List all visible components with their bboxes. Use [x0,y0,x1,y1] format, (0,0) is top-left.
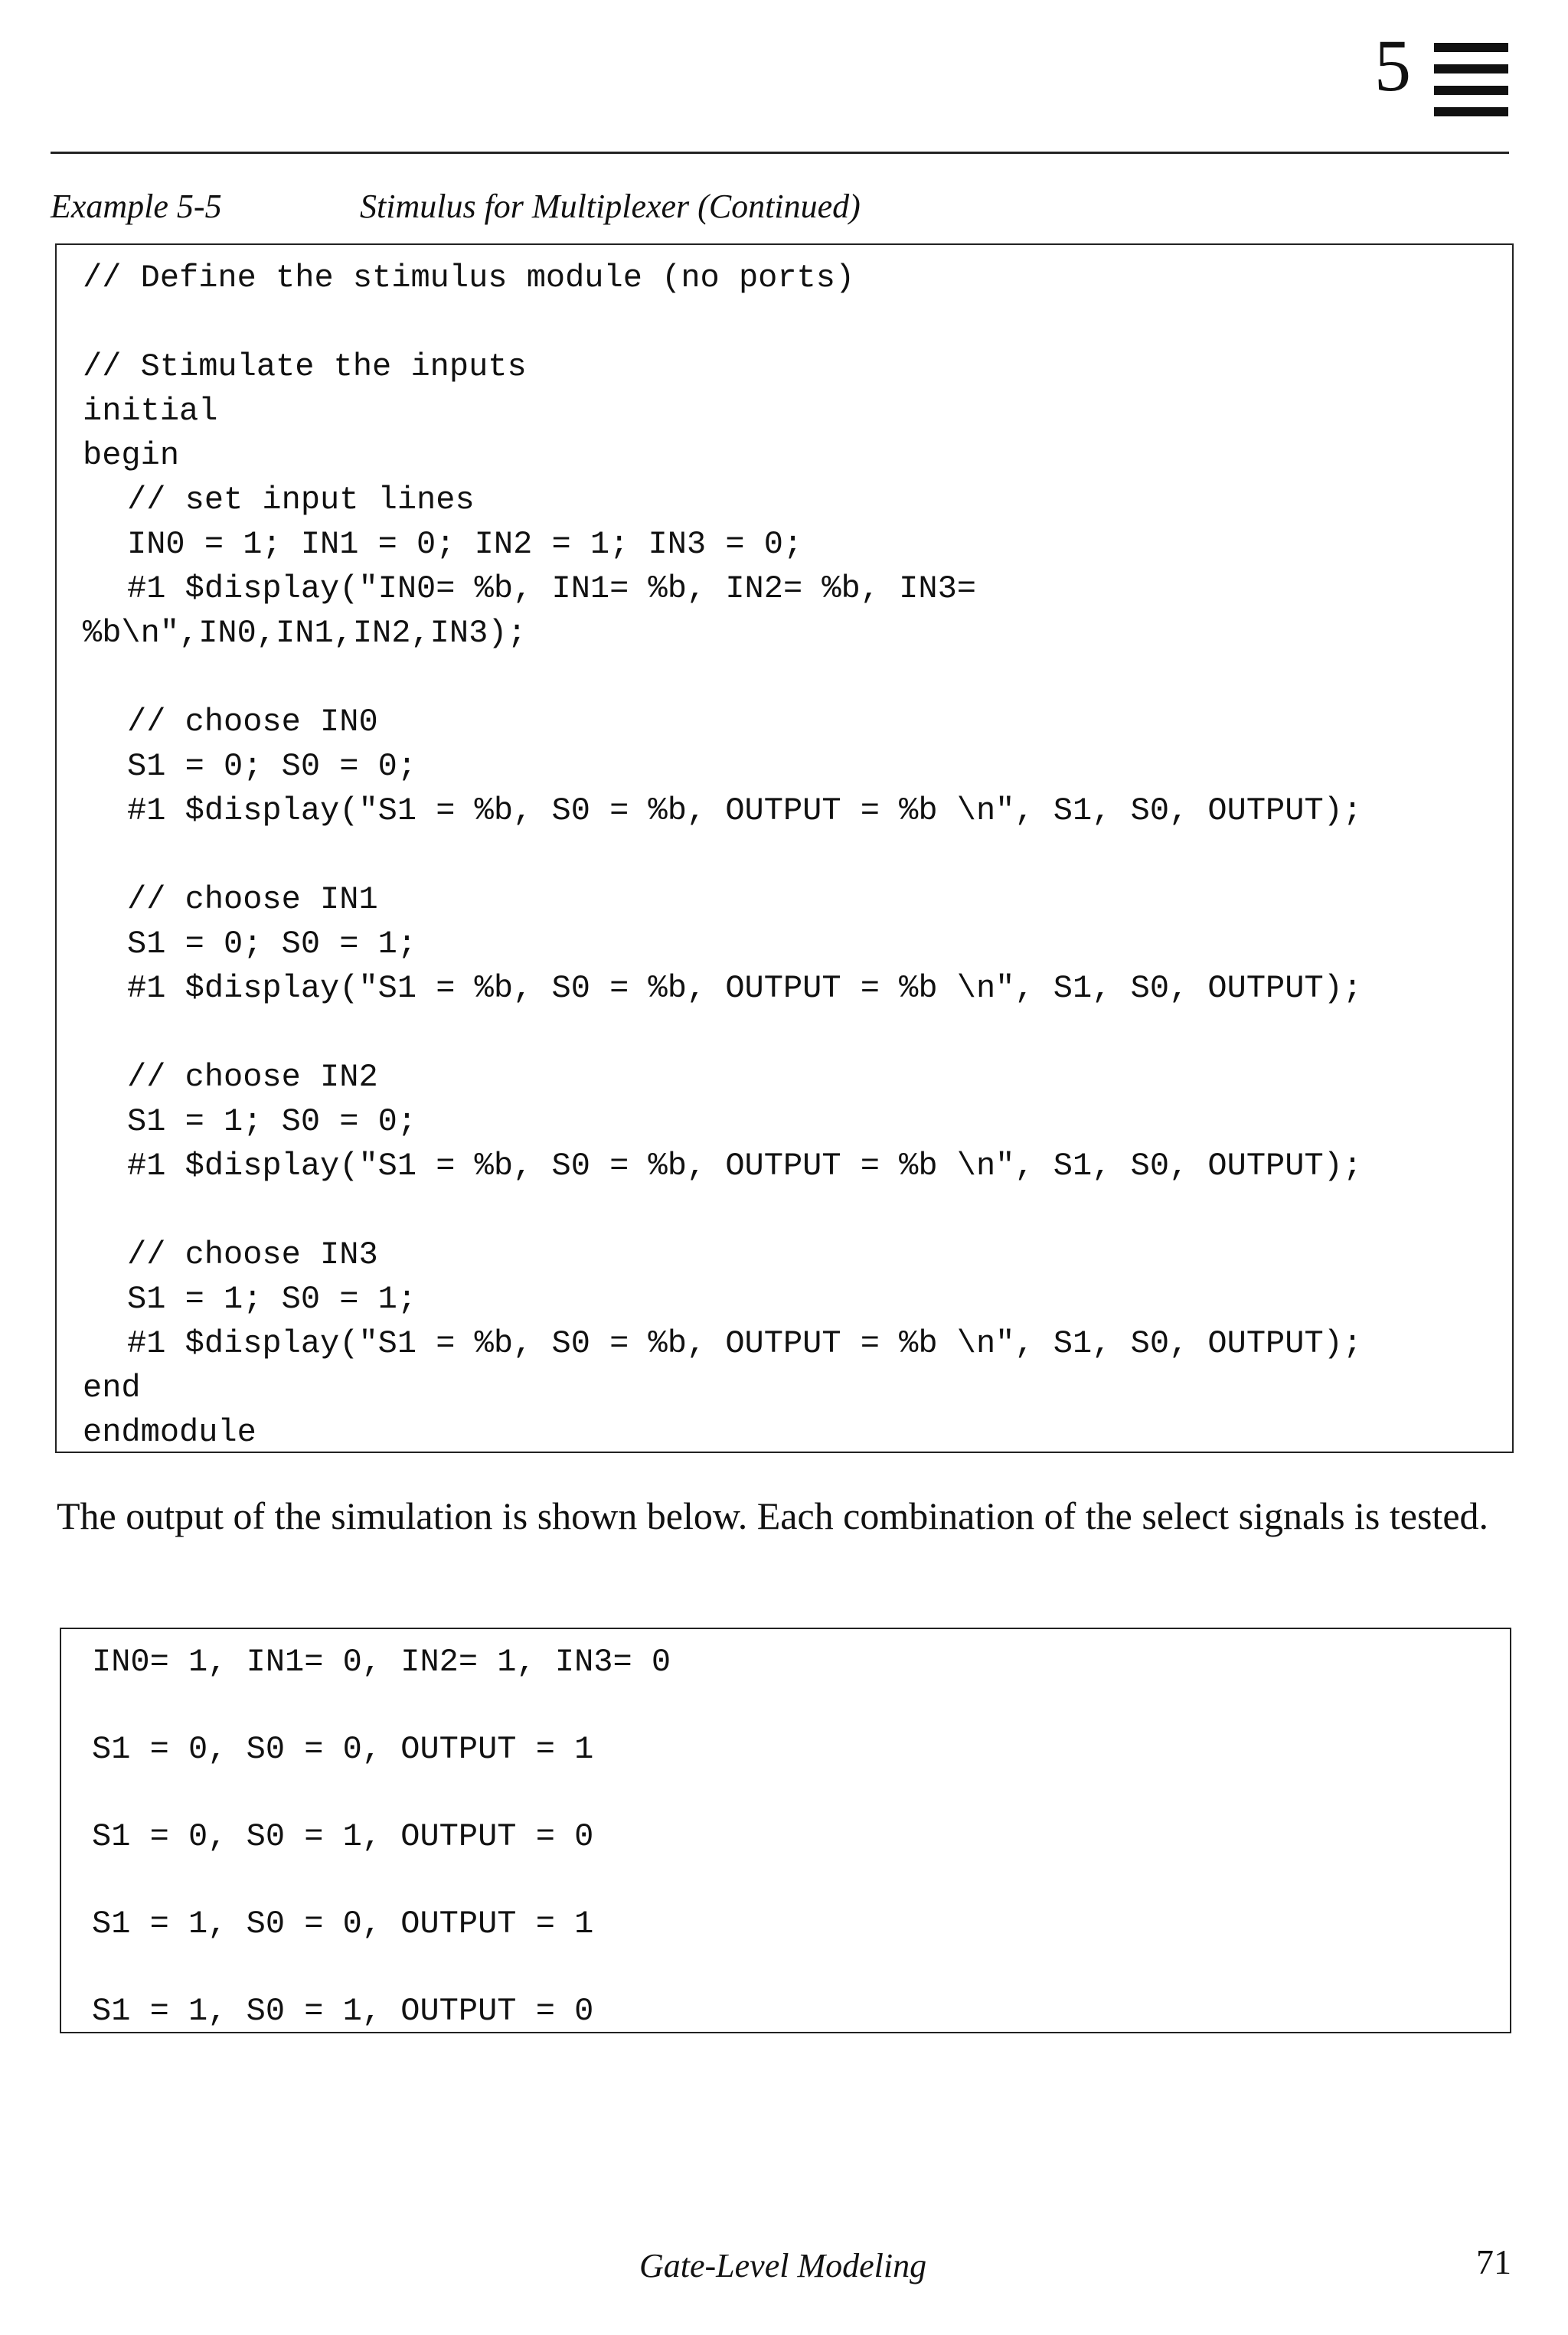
page-number: 71 [1476,2242,1511,2281]
code-line: // choose IN3 [127,1236,378,1273]
code-line: #1 $display("S1 = %b, S0 = %b, OUTPUT = %b \n", S1, S0, OUTPUT); [127,970,1363,1007]
example-title: Stimulus for Multiplexer (Continued) [360,188,861,225]
code-line: // Define the stimulus module (no ports) [83,260,855,296]
code-line: S1 = 1; S0 = 1; [127,1281,417,1318]
simulation-output [60,1628,1511,2033]
code-line: #1 $display("IN0= %b, IN1= %b, IN2= %b, IN3= [127,570,976,607]
code-line: S1 = 1; S0 = 0; [127,1103,417,1140]
output-line: IN0= 1, IN1= 0, IN2= 1, IN3= 0 [92,1644,671,1680]
code-line: // Stimulate the inputs [83,348,527,385]
code-line: endmodule [83,1414,256,1451]
code-line: end [83,1370,141,1406]
header-rule [51,152,1509,154]
running-footer: Gate-Level Modeling [639,2247,927,2284]
code-line: S1 = 0; S0 = 1; [127,926,417,962]
code-listing [55,243,1514,1453]
code-line: // set input lines [127,482,475,518]
chapter-bar [1434,86,1508,95]
code-line: #1 $display("S1 = %b, S0 = %b, OUTPUT = %b \n", S1, S0, OUTPUT); [127,1148,1363,1184]
output-line: S1 = 0, S0 = 0, OUTPUT = 1 [92,1731,594,1768]
output-line: S1 = 1, S0 = 0, OUTPUT = 1 [92,1906,594,1942]
chapter-bar [1434,107,1508,116]
code-line: begin [83,437,180,474]
code-line: // choose IN2 [127,1059,378,1096]
chapter-number: 5 [1374,24,1411,106]
code-line: // choose IN0 [127,704,378,740]
code-line: initial [83,393,218,429]
code-line: #1 $display("S1 = %b, S0 = %b, OUTPUT = %b \n", S1, S0, OUTPUT); [127,1325,1363,1362]
chapter-bar [1434,64,1508,73]
code-line: #1 $display("S1 = %b, S0 = %b, OUTPUT = %b \n", S1, S0, OUTPUT); [127,792,1363,829]
body-paragraph: The output of the simulation is shown below. Each combination of the select signals is tested. [57,1494,1489,1537]
code-line: IN0 = 1; IN1 = 0; IN2 = 1; IN3 = 0; [127,526,803,563]
code-line: %b\n",IN0,IN1,IN2,IN3); [83,615,527,652]
chapter-bar [1434,43,1508,52]
example-label: Example 5-5 [51,188,222,225]
output-line: S1 = 1, S0 = 1, OUTPUT = 0 [92,1993,594,2030]
code-line: // choose IN1 [127,881,378,918]
code-line: S1 = 0; S0 = 0; [127,748,417,785]
output-line: S1 = 0, S0 = 1, OUTPUT = 0 [92,1818,594,1855]
chapter-bars-icon [1434,43,1508,116]
